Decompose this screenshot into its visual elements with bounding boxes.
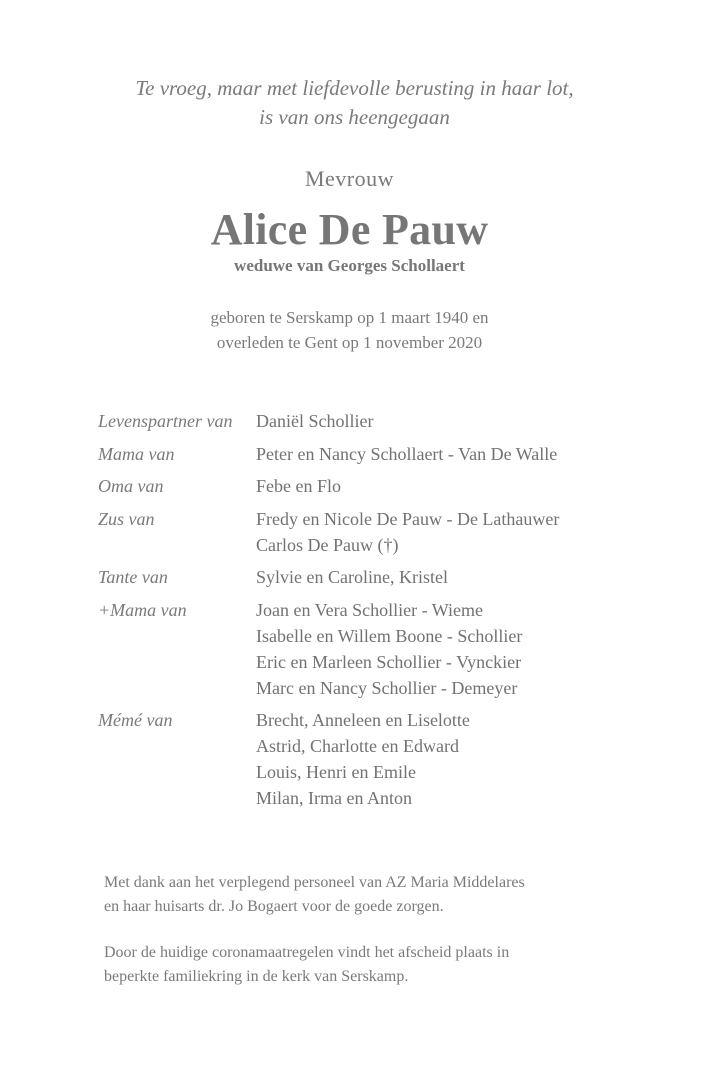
family-names: [256, 408, 658, 434]
family-names: [256, 441, 658, 467]
family-name-line: Brecht, Anneleen en Liselotte: [256, 710, 470, 730]
birth-line: geboren te Serskamp op 1 maart 1940 en: [210, 308, 489, 327]
family-row: [98, 564, 658, 590]
family-name-line: Louis, Henri en Emile: [256, 762, 416, 782]
deceased-name: Alice De Pauw: [210, 205, 489, 254]
thanks-line-2: en haar huisarts dr. Jo Bogaert voor de goede zorgen.: [104, 898, 444, 915]
motto-line-1: Te vroeg, maar met liefdevolle berusting in haar lot,: [135, 76, 574, 100]
family-name-line: Peter en Nancy Schollaert - Van De Walle: [256, 443, 558, 464]
family-name-line: Febe en Flo: [256, 476, 341, 496]
family-relation-label: Mama van: [98, 443, 175, 464]
family-row: [98, 597, 658, 701]
family-relation-label: Levenspartner van: [98, 411, 233, 431]
family-names: [256, 506, 658, 558]
family-name-line: Daniël Schollier: [256, 411, 374, 431]
family-name-line: Marc en Nancy Schollier - Demeyer: [256, 677, 518, 698]
notice-line-2: beperkte familiekring in de kerk van Serskamp.: [104, 968, 409, 985]
family-name-line: Milan, Irma en Anton: [256, 788, 412, 808]
notice-line-1: Door de huidige coronamaatregelen vindt het afscheid plaats in: [104, 944, 510, 961]
family-names: [256, 707, 658, 811]
family-relation-label: +Mama van: [98, 599, 187, 620]
widow-of: weduwe van Georges Schollaert: [234, 256, 465, 275]
thanks-paragraph: [104, 871, 664, 919]
family-row: [98, 408, 658, 434]
death-line: overleden te Gent op 1 november 2020: [216, 333, 483, 352]
family-names: [256, 597, 658, 701]
family-list: [98, 408, 658, 818]
family-relation-label: Oma van: [98, 476, 164, 496]
family-name-line: Carlos De Pauw (†): [256, 534, 399, 555]
family-name-line: Astrid, Charlotte en Edward: [256, 736, 459, 756]
family-names: [256, 473, 658, 499]
salutation: Mevrouw: [304, 166, 395, 191]
family-row: [98, 506, 658, 558]
family-name-line: Fredy en Nicole De Pauw - De Lathauwer: [256, 508, 560, 529]
thanks-line-1: Met dank aan het verplegend personeel van AZ Maria Middelares: [104, 874, 525, 891]
family-row: [98, 441, 658, 467]
life-dates: [0, 305, 699, 355]
motto: [0, 74, 709, 132]
family-row: [98, 707, 658, 811]
motto-line-2: is van ons heengegaan: [259, 105, 450, 129]
family-relation-label: Tante van: [98, 567, 168, 587]
family-name-line: Isabelle en Willem Boone - Schollier: [256, 625, 523, 646]
family-relation-label: Zus van: [98, 508, 155, 529]
notice-paragraph: [104, 941, 664, 989]
family-name-line: Eric en Marleen Schollier - Vynckier: [256, 651, 522, 672]
family-name-line: Sylvie en Caroline, Kristel: [256, 567, 448, 587]
family-name-line: Joan en Vera Schollier - Wieme: [256, 599, 484, 620]
family-relation-label: Mémé van: [98, 710, 173, 730]
family-row: [98, 473, 658, 499]
family-names: [256, 564, 658, 590]
